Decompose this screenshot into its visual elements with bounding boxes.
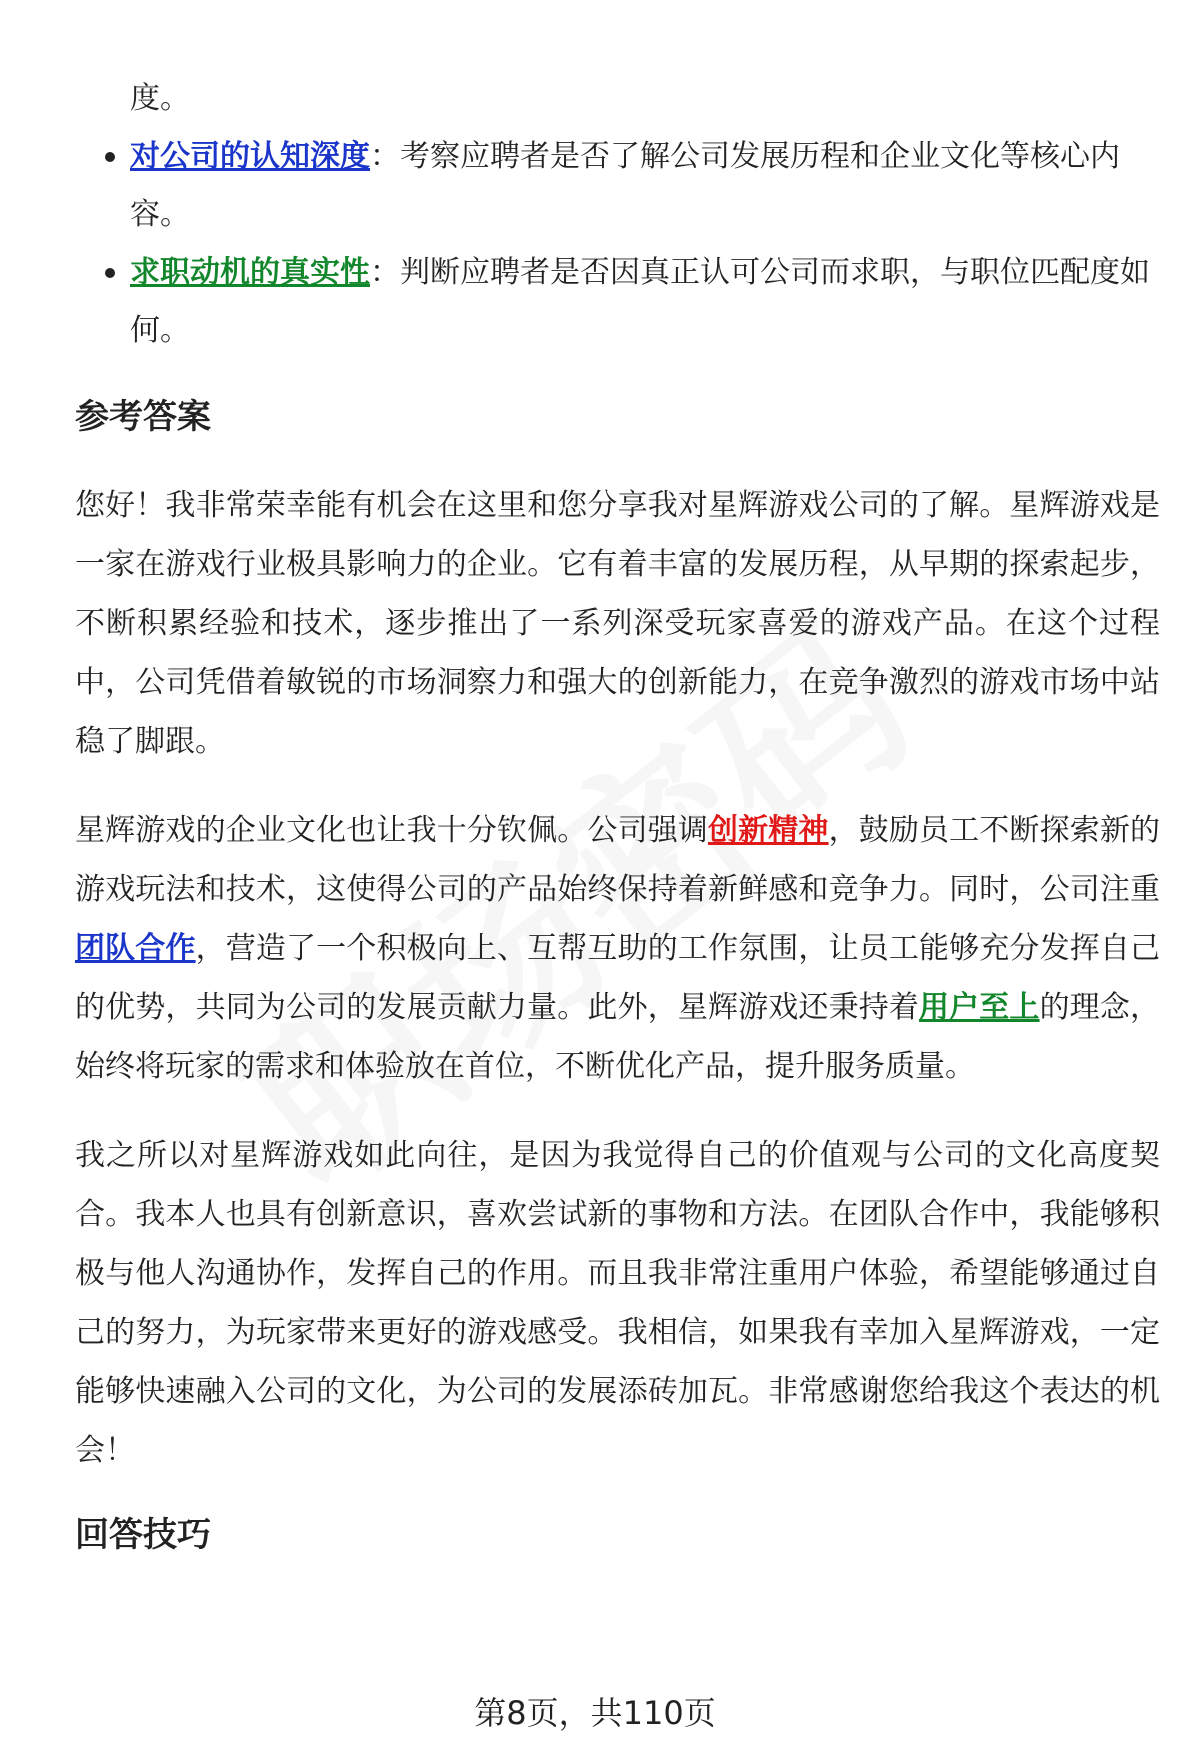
keyword-innovation: 创新精神 xyxy=(708,813,829,848)
paragraph-text: ，营造了一个积极向上、互帮互助的工作氛围，让员工能够充分发挥自己的优势，共同为公司的发展贡献力量。此外，星辉游戏还秉持着 xyxy=(75,931,1161,1025)
keyword-teamwork: 团队合作 xyxy=(75,931,196,966)
point-description: ：判断应聘者是否因真正认可公司而求职，与职位匹配度如何。 xyxy=(130,255,1150,348)
list-item xyxy=(75,128,1160,244)
bullet-dot xyxy=(105,268,115,278)
point-term-company-knowledge: 对公司的认知深度 xyxy=(130,139,370,174)
page-content xyxy=(75,70,1160,1560)
answer-paragraph-3: 我之所以对星辉游戏如此向往，是因为我觉得自己的价值观与公司的文化高度契合。我本人也具有创新意识，喜欢尝试新的事物和方法。在团队合作中，我能够积极与他人沟通协作，发挥自己的作用。而且我非常注重用户体验，希望能够通过自己的努力，为玩家带来更好的游戏感受。我相信，如果我有幸加入星辉游戏，一定能够快速融入公司的文化，为公司的发展添砖加瓦。非常感谢您给我这个表达的机会！ xyxy=(75,1138,1160,1468)
keyword-user-first: 用户至上 xyxy=(919,990,1040,1025)
list-item xyxy=(75,244,1160,360)
bullet-dot xyxy=(105,152,115,162)
answer-paragraph-1: 您好！我非常荣幸能有机会在这里和您分享我对星辉游戏公司的了解。星辉游戏是一家在游戏行业极具影响力的企业。它有着丰富的发展历程，从早期的探索起步，不断积累经验和技术，逐步推出了一系列深受玩家喜爱的游戏产品。在这个过程中，公司凭借着敏锐的市场洞察力和强大的创新能力，在竞争激烈的游戏市场中站稳了脚跟。 xyxy=(75,488,1160,759)
evaluation-points-list xyxy=(75,128,1160,360)
intro-continuation: 度。 xyxy=(130,81,190,116)
paragraph-text: ，鼓励员工不断探索新的游戏玩法和技术，这使得公司的产品始终保持着新鲜感和竞争力。同时，公司注重 xyxy=(75,813,1161,907)
answer-paragraph-2 xyxy=(75,801,1160,1096)
reference-answer-heading: 参考答案 xyxy=(75,397,211,437)
paragraph-text: 星辉游戏的企业文化也让我十分钦佩。公司强调 xyxy=(75,813,708,848)
point-description: ：考察应聘者是否了解公司发展历程和企业文化等核心内容。 xyxy=(130,139,1120,232)
paragraph-text: 的理念，始终将玩家的需求和体验放在首位，不断优化产品，提升服务质量。 xyxy=(75,990,1161,1084)
page-number-footer: 第8页，共110页 xyxy=(474,1694,716,1732)
answer-tips-heading: 回答技巧 xyxy=(75,1515,211,1555)
point-term-motivation: 求职动机的真实性 xyxy=(130,255,370,290)
